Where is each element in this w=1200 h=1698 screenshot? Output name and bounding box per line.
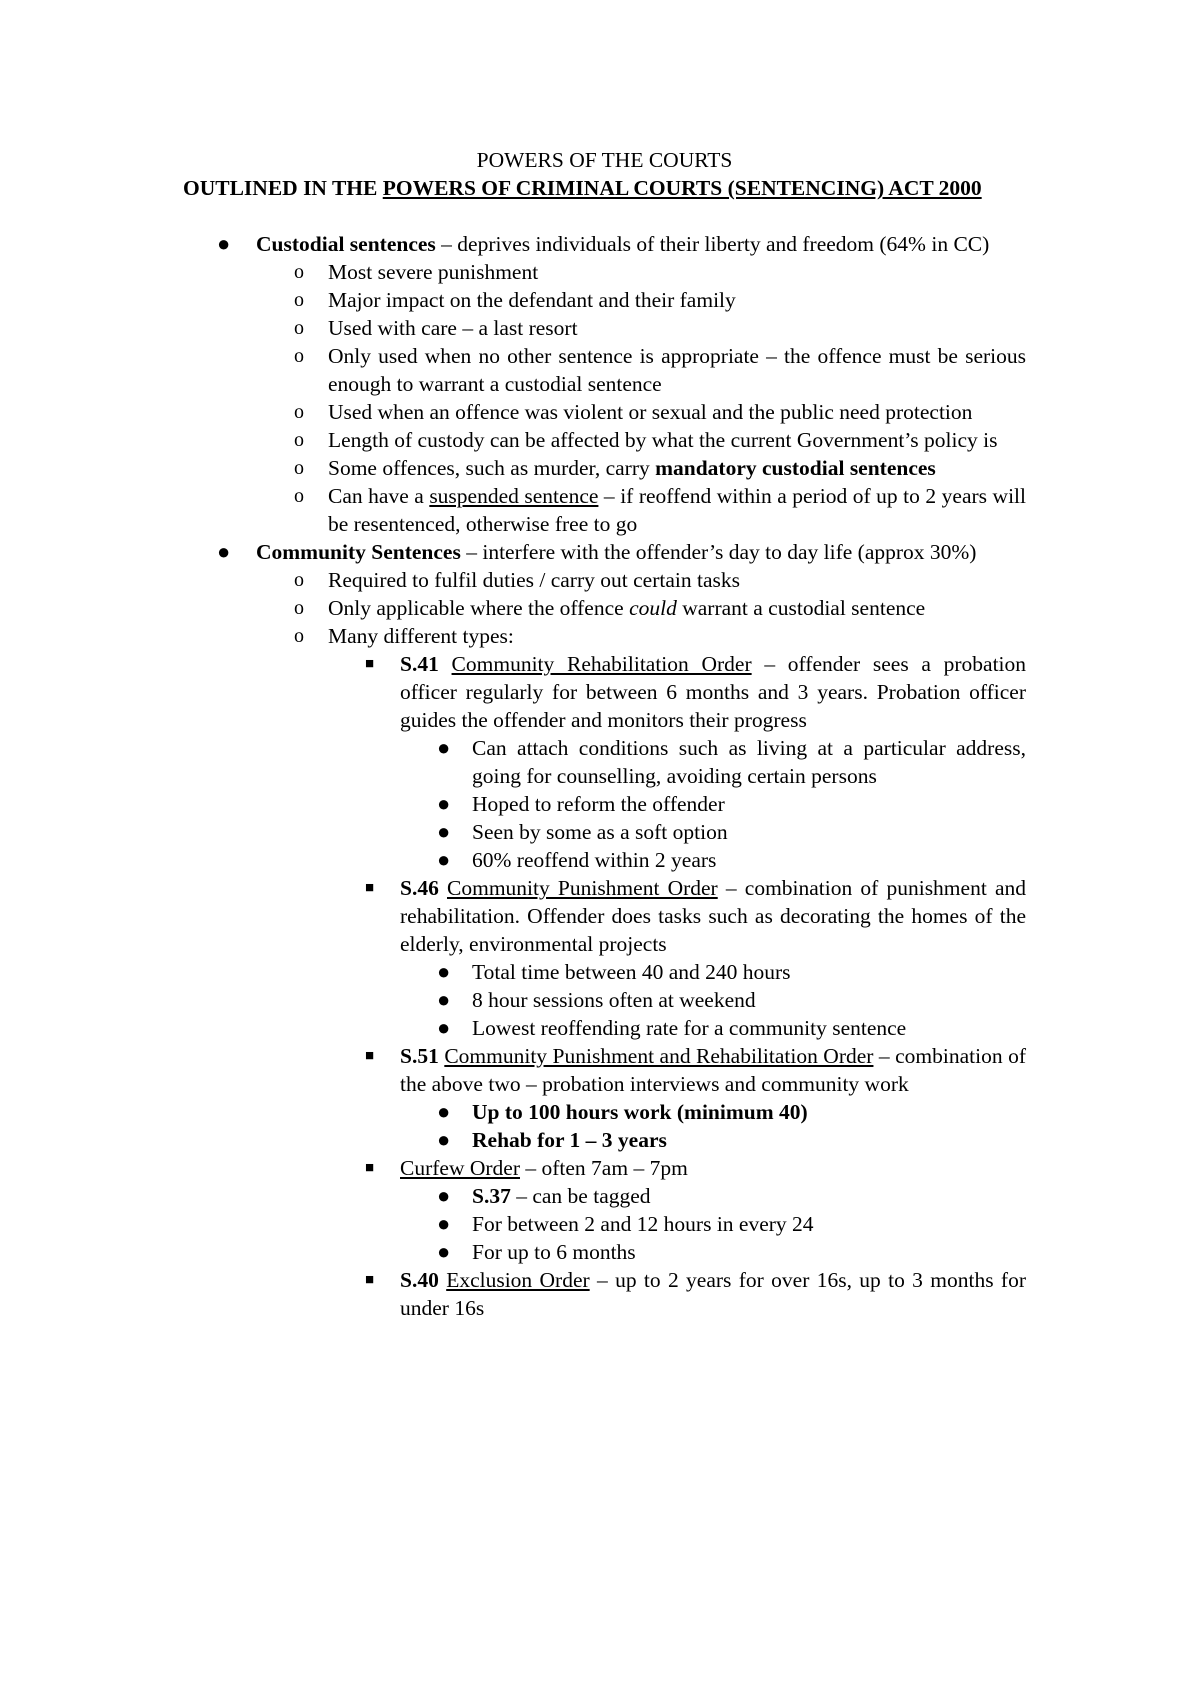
suspended-term: suspended sentence (429, 484, 599, 508)
list-item (256, 454, 1026, 482)
order-item-s46 (328, 874, 1026, 1042)
detail-text: – can be tagged (510, 1184, 651, 1208)
bullet-icon: ● (437, 1099, 451, 1124)
point-text: warrant a custodial sentence (676, 596, 926, 620)
order-desc: – up to 2 years for over 16s, up to 3 months for under 16s (400, 1268, 1026, 1320)
custodial-heading: Custodial sentences (256, 232, 436, 256)
italic-term: could (629, 596, 677, 620)
bullet-icon: ● (437, 1183, 451, 1208)
order-details (400, 734, 1026, 874)
detail-text: Seen by some as a soft option (472, 820, 728, 844)
community-order-types (328, 650, 1026, 1322)
order-desc: – combination of punishment and rehabilitation. Offender does tasks such as decorating the homes of the elderly, environmental projects (400, 876, 1026, 956)
section-number: S.37 (472, 1184, 511, 1208)
list-item (400, 818, 1026, 846)
order-item-s40 (328, 1266, 1026, 1322)
list-item (400, 1126, 1026, 1154)
bullet-icon: ● (437, 1211, 451, 1236)
list-item (256, 258, 1026, 286)
detail-text: 60% reoffend within 2 years (472, 848, 717, 872)
order-desc: – often 7am – 7pm (520, 1156, 688, 1180)
point-text: – if reoffend within a period of up to 2 years will be resentenced, otherwise free to go (328, 484, 1027, 536)
bullet-icon: ● (437, 1239, 451, 1264)
document-content (183, 146, 1026, 1322)
detail-text: Total time between 40 and 240 hours (472, 960, 791, 984)
bullet-icon: ● (437, 735, 451, 760)
bullet-icon: o (294, 429, 304, 451)
bullet-icon: o (294, 569, 304, 591)
bullet-icon: ● (217, 539, 231, 564)
point-text: Used with care – a last resort (328, 316, 578, 340)
point-text: Most severe punishment (328, 260, 539, 284)
bullet-icon: o (294, 457, 304, 479)
point-text: Can have a (328, 484, 430, 508)
point-text: Only used when no other sentence is appropriate – the offence must be serious enough to warrant a custodial sentence (328, 344, 1026, 396)
bullet-icon: ● (437, 847, 451, 872)
list-item (256, 566, 1026, 594)
order-name: Community Punishment and Rehabilitation Order (444, 1044, 874, 1068)
list-item (400, 846, 1026, 874)
order-desc: – offender sees a probation officer regularly for between 6 months and 3 years. Probation officer guides the offender and monitors their progress (400, 652, 1027, 732)
point-text: Used when an offence was violent or sexual and the public need protection (328, 400, 973, 424)
custodial-text: – deprives individuals of their liberty and freedom (64% in CC) (435, 232, 990, 256)
list-item (400, 1238, 1026, 1266)
square-bullet-icon: ■ (365, 880, 375, 896)
list-item (400, 1014, 1026, 1042)
list-item (400, 986, 1026, 1014)
bullet-icon: o (294, 625, 304, 647)
square-bullet-icon: ■ (365, 1160, 375, 1176)
bullet-icon: o (294, 597, 304, 619)
bullet-icon: ● (437, 1127, 451, 1152)
community-points (256, 566, 1026, 1322)
document-title: POWERS OF THE COURTS (476, 148, 733, 172)
bullet-icon: ● (437, 819, 451, 844)
bullet-icon: ● (217, 231, 231, 256)
detail-text: For up to 6 months (472, 1240, 636, 1264)
bullet-icon: o (294, 345, 304, 367)
order-item-s51 (328, 1042, 1026, 1154)
community-heading: Community Sentences (256, 540, 461, 564)
act-name: POWERS OF CRIMINAL COURTS (SENTENCING) ACT 2000 (382, 176, 982, 200)
point-text: Major impact on the defendant and their family (328, 288, 736, 312)
section-number: S.41 (400, 652, 439, 676)
bullet-icon: o (294, 485, 304, 507)
list-item (256, 398, 1026, 426)
order-name: Community Rehabilitation Order (451, 652, 752, 676)
order-item-curfew (328, 1154, 1026, 1266)
list-item (400, 734, 1026, 790)
order-item-s41 (328, 650, 1026, 874)
point-text: Some offences, such as murder, carry (328, 456, 656, 480)
list-item (400, 1182, 1026, 1210)
bullet-icon: ● (437, 959, 451, 984)
custodial-points (256, 258, 1026, 538)
subtitle-prefix: OUTLINED IN THE (183, 176, 383, 200)
order-name: Community Punishment Order (447, 876, 718, 900)
sentence-types-list (183, 230, 1026, 1322)
section-number: S.40 (400, 1268, 439, 1292)
document-subtitle (183, 174, 1026, 202)
list-item (400, 1098, 1026, 1126)
order-name: Exclusion Order (446, 1268, 590, 1292)
bullet-icon: ● (437, 791, 451, 816)
bullet-icon: o (294, 317, 304, 339)
square-bullet-icon: ■ (365, 656, 375, 672)
detail-text: Can attach conditions such as living at a particular address, going for counselling, avoiding certain persons (472, 736, 1026, 788)
list-item (256, 426, 1026, 454)
bullet-icon: o (294, 261, 304, 283)
list-item-community (183, 538, 1026, 1322)
section-number: S.46 (400, 876, 439, 900)
order-name: Curfew Order (400, 1156, 520, 1180)
point-text: Many different types: (328, 624, 514, 648)
point-text: Length of custody can be affected by what the current Government’s policy is (328, 428, 998, 452)
section-number: S.51 (400, 1044, 439, 1068)
list-item (256, 622, 1026, 1322)
order-details (400, 1182, 1026, 1266)
point-text: Only applicable where the offence (328, 596, 630, 620)
bullet-icon: o (294, 289, 304, 311)
list-item (256, 594, 1026, 622)
detail-text: 8 hour sessions often at weekend (472, 988, 756, 1012)
detail-text: Up to 100 hours work (minimum 40) (472, 1100, 808, 1124)
community-text: – interfere with the offender’s day to day life (approx 30%) (460, 540, 977, 564)
detail-text: Rehab for 1 – 3 years (472, 1128, 667, 1152)
mandatory-term: mandatory custodial sentences (655, 456, 936, 480)
point-text: Required to fulfil duties / carry out certain tasks (328, 568, 740, 592)
detail-text: For between 2 and 12 hours in every 24 (472, 1212, 814, 1236)
order-details (400, 958, 1026, 1042)
square-bullet-icon: ■ (365, 1272, 375, 1288)
bullet-icon: o (294, 401, 304, 423)
list-item (256, 342, 1026, 398)
list-item (400, 790, 1026, 818)
spacer (183, 202, 1026, 230)
order-details (400, 1098, 1026, 1154)
detail-text: Lowest reoffending rate for a community sentence (472, 1016, 907, 1040)
list-item-custodial (183, 230, 1026, 538)
bullet-icon: ● (437, 1015, 451, 1040)
detail-text: Hoped to reform the offender (472, 792, 725, 816)
list-item (400, 958, 1026, 986)
list-item (256, 314, 1026, 342)
bullet-icon: ● (437, 987, 451, 1012)
list-item (256, 482, 1026, 538)
list-item (400, 1210, 1026, 1238)
square-bullet-icon: ■ (365, 1048, 375, 1064)
list-item (256, 286, 1026, 314)
order-desc: – combination of the above two – probation interviews and community work (400, 1044, 1026, 1096)
